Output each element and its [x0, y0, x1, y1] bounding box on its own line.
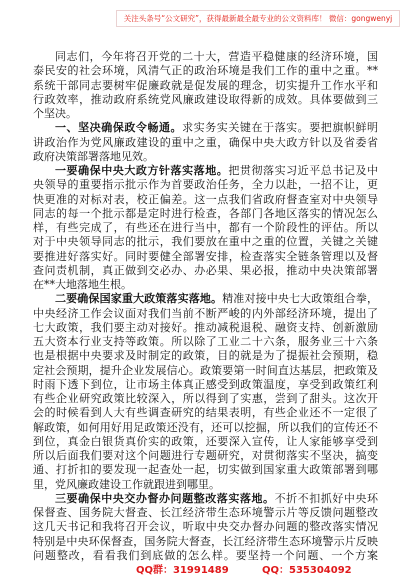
- body-line: 定社会预期，提升企业发展信心。政策要第一时间直达基层，把政策及: [33, 363, 378, 377]
- subsection-heading: 二要确保国家重大政策落实落地。: [55, 292, 223, 306]
- body-line: 政府决策部署落地见效。: [33, 149, 154, 163]
- body-line: 七大政策，我们要主动对接好。推动减税退税、融资支持、创新激励: [33, 320, 378, 334]
- paragraph-opening: [33, 50, 378, 121]
- body-line: 也是根据中央要求及时制定的政策，目的就是为了提振社会预期，稳: [33, 349, 378, 363]
- body-line: [33, 292, 378, 306]
- body-line: 所以后面我们要对这个问题进行专题研究，对贯彻落实不坚决，搞变: [33, 449, 378, 462]
- body-line: 对于中央领导同志的批示，我们要放在重中之重的位置，关键之关键: [33, 235, 378, 249]
- body-line: 行政效率，推动政府系统党风廉政建设取得新的成效。具体要做到三: [33, 92, 378, 106]
- body-line: 通、打折扣的要发现一起查处一起，切实做到国家重大政策部署到哪: [33, 463, 378, 477]
- body-line: 泰民安的社会环境，风清气正的政治环境是我们工作的重中之重。**: [33, 64, 378, 78]
- body-line: 个坚决。: [33, 107, 77, 120]
- body-text: 把贯彻落实习近平总书记及中: [228, 164, 378, 177]
- subsection-heading: 三要确保中央交办督办问题整改落实落地。: [55, 491, 275, 505]
- body-text: 不折不扣抓好中央环: [274, 491, 378, 505]
- body-line: 同志们，今年将召开党的二十大，营造平稳健康的经济环境，国: [55, 50, 378, 63]
- paragraph-point-two: [33, 292, 378, 492]
- header-notice: 关注头条号“公文研究”，获得最新最全最专业的公文资料库！ 微信：gongwenyj: [116, 10, 400, 27]
- body-line: 同志的每一个批示都是定时进行检查，各部门各地区落实的情况怎么: [33, 206, 378, 220]
- body-line: 到位，真金白银货真价实的政策，还要深入宣传，让人家能够享受到: [33, 434, 378, 448]
- body-line: 要推进好落实好。同时要健全部署安排，检查落实全链条管理以及督: [33, 249, 378, 263]
- body-line: 央领导的重要指示批示作为首要政治任务，全力以赴，一招不让，更: [33, 178, 378, 192]
- footer-contact: [0, 564, 408, 578]
- paragraph-point-three: [33, 492, 378, 563]
- paragraph-point-one: [33, 164, 378, 292]
- body-line: 在**大地落地生根。: [33, 278, 132, 291]
- body-line: 中央经济工作会议面对我们当前不断严峻的内外部经济环境，提出了: [33, 306, 378, 320]
- body-line: 特别是中央环保督查，国务院大督查，长江经济带生态环境警示片反映: [33, 534, 378, 548]
- body-line: [33, 164, 378, 178]
- document-body: [33, 50, 378, 563]
- body-line: 保督查、国务院大督查、长江经济带生态环境警示片等反馈问题整改: [33, 506, 378, 519]
- body-line: 会的时候看到人大有些调查研究的结果表明，有些企业还不一定很了: [33, 406, 378, 420]
- section-heading: 一、坚决确保政令畅通。: [55, 121, 183, 135]
- body-line: [33, 492, 378, 506]
- body-line: [33, 121, 378, 135]
- body-line: 快更准的对标对表，校正偏差。这一点我们省政府督查室对中央领导: [33, 192, 378, 206]
- body-text: 求实务实关键在于落实。要把旗帜鲜明: [182, 121, 378, 135]
- body-line: 有些企业研究政策比较深入，所以得到了实惠，尝到了甜头。这次开: [33, 392, 378, 405]
- body-text: 精准对接中央七大政策组合拳，: [222, 292, 378, 306]
- body-line: 解政策，如何用好用足政策还没有，还可以挖掘，所以我们的宣传还不: [33, 420, 378, 434]
- body-line: 这几天书记和我将召开会议，听取中央交办督办问题的整改落实情况: [33, 520, 378, 534]
- body-line: 样，有些完成了，有些还在进行当中，都有一个阶段性的评估。所以: [33, 221, 378, 234]
- body-line: 里，党风廉政建设工作就跟进到哪里。: [33, 477, 220, 491]
- body-line: 讲政治作为党风廉政建设的重中之重，确保中央大政方针以及省委省: [33, 135, 378, 149]
- qq-number: QQ：535304092: [262, 565, 352, 576]
- paragraph-section-one: [33, 121, 378, 164]
- body-line: 问题整改，看看我们到底做的怎么样。要坚持一个问题、一个方案: [33, 548, 378, 562]
- body-line: 时雨下透下到位，让市场主体真正感受到政策温度，享受到政策红利: [33, 377, 378, 391]
- body-line: 系统干部同志要树牢促廉政就是促发展的理念，切实提升工作水平和: [33, 78, 378, 92]
- subsection-heading: 一要确保中央大政方针落实落地。: [55, 164, 229, 177]
- body-line: 五大资本行业支持等政策。所以除了工业二十六条，服务业三十六条: [33, 335, 378, 348]
- body-line: 查问责机制，真正做到交必办、办必果、果必报，推动中央决策部署: [33, 263, 378, 277]
- qq-group-number: QQ群：31991489: [136, 565, 229, 576]
